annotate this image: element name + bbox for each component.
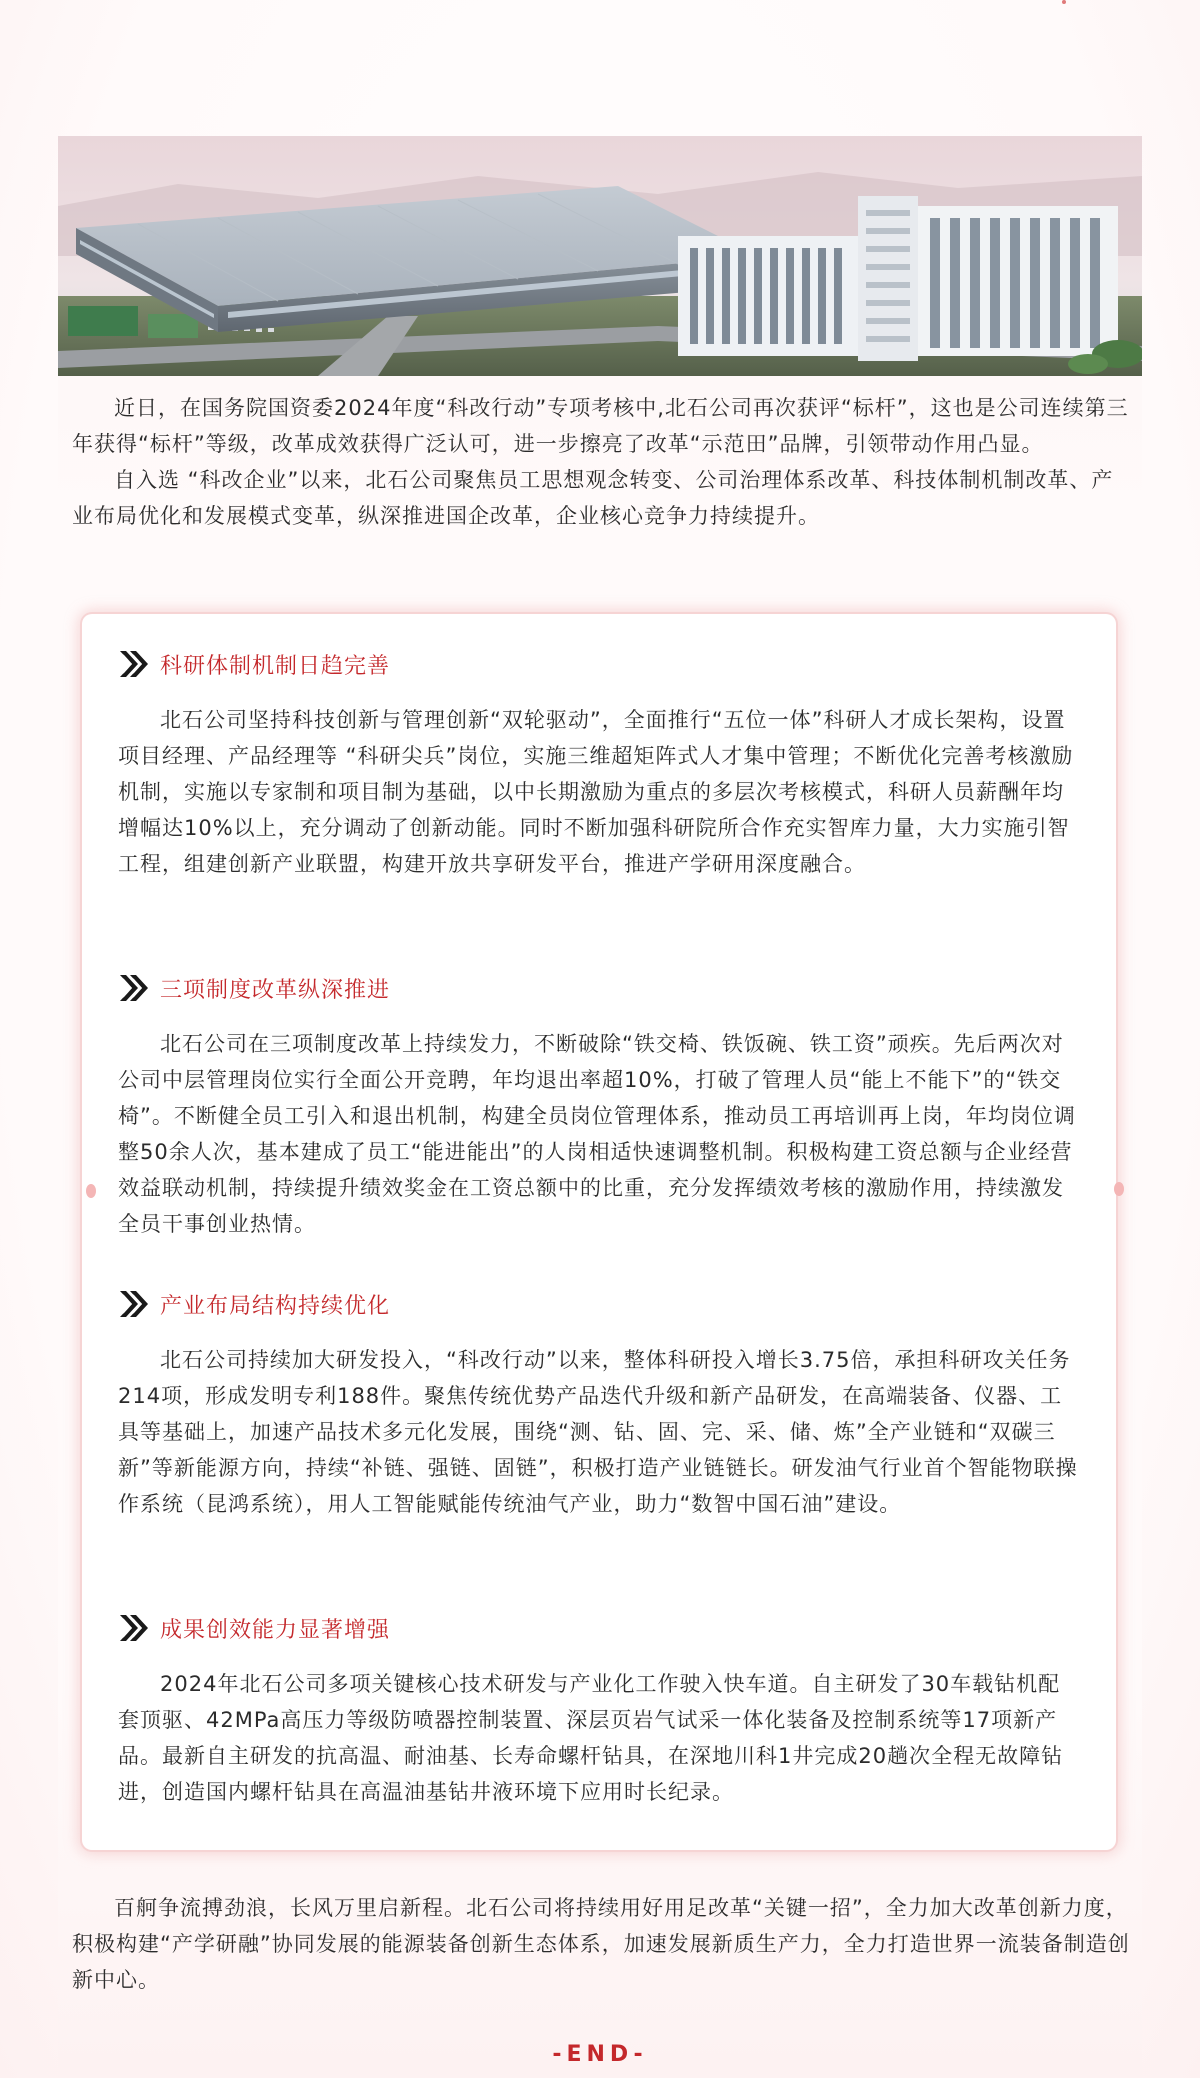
section-heading (118, 1608, 1082, 1648)
factory-illustration (58, 136, 1142, 376)
double-chevron-icon (118, 1613, 152, 1643)
section-heading (118, 644, 1082, 684)
decorative-dot (1114, 1182, 1124, 1196)
section-body: 2024年北石公司多项关键核心技术研发与产业化工作驶入快车道。自主研发了30车载钻机配套顶驱、42MPa高压力等级防喷器控制装置、深层页岩气试采一体化装备及控制系统等17项新产品。最新自主研发的抗高温、耐油基、长寿命螺杆钻具，在深地川科1井完成20趟次全程无故障钻进，创造国内螺杆钻具在高温油基钻井液环境下应用时长纪录。 (118, 1672, 1064, 1804)
section-achievements (118, 1608, 1082, 1810)
section-research-system (118, 644, 1082, 882)
end-mark: -END- (552, 2042, 648, 2067)
double-chevron-icon (118, 649, 152, 679)
section-body: 北石公司在三项制度改革上持续发力，不断破除“铁交椅、铁饭碗、铁工资”顽疾。先后两次对公司中层管理岗位实行全面公开竞聘，年均退出率超10%，打破了管理人员“能上不能下”的“铁交椅”。不断健全员工引入和退出机制，构建全员岗位管理体系，推动员工再培训再上岗，年均岗位调整50余人次，基本建成了员工“能进能出”的人岗相适快速调整机制。积极构建工资总额与企业经营效益联动机制，持续提升绩效奖金在工资总额中的比重，充分发挥绩效考核的激励作用，持续激发全员干事创业热情。 (118, 1032, 1076, 1236)
double-chevron-icon (118, 973, 152, 1003)
double-chevron-icon (118, 1289, 152, 1319)
content-card (82, 614, 1116, 1850)
intro-text (72, 390, 1132, 534)
section-heading (118, 968, 1082, 1008)
decorative-dot (1062, 0, 1066, 4)
section-title: 科研体制机制日趋完善 (160, 653, 391, 679)
outro-paragraph: 百舸争流搏劲浪，长风万里启新程。北石公司将持续用好用足改革“关键一招”，全力加大改革创新力度，积极构建“产学研融”协同发展的能源装备创新生态体系，加速发展新质生产力，全力打造世界一流装备制造创新中心。 (72, 1896, 1130, 1992)
intro-paragraph-2: 自入选 “科改企业”以来，北石公司聚焦员工思想观念转变、公司治理体系改革、科技体制机制改革、产业布局优化和发展模式变革，纵深推进国企改革，企业核心竞争力持续提升。 (72, 468, 1114, 528)
decorative-dot (86, 1184, 96, 1198)
section-body: 北石公司持续加大研发投入，“科改行动”以来，整体科研投入增长3.75倍，承担科研攻关任务214项，形成发明专利188件。聚焦传统优势产品迭代升级和新产品研发，在高端装备、仪器、工具等基础上，加速产品技术多元化发展，围绕“测、钻、固、完、采、储、炼”全产业链和“双碳三新”等新能源方向，持续“补链、强链、固链”，积极打造产业链链长。研发油气行业首个智能物联操作系统（昆鸿系统），用人工智能赋能传统油气产业，助力“数智中国石油”建设。 (118, 1348, 1078, 1516)
section-title: 成果创效能力显著增强 (160, 1617, 391, 1643)
section-industry-layout (118, 1284, 1082, 1522)
section-body: 北石公司坚持科技创新与管理创新“双轮驱动”，全面推行“五位一体”科研人才成长架构，设置项目经理、产品经理等 “科研尖兵”岗位，实施三维超矩阵式人才集中管理；不断优化完善考核激励机制，实施以专家制和项目制为基础，以中长期激励为重点的多层次考核模式，科研人员薪酬年均增幅达10%以上，充分调动了创新动能。同时不断加强科研院所合作充实智库力量，大力实施引智工程，组建创新产业联盟，构建开放共享研发平台，推进产学研用深度融合。 (118, 708, 1074, 876)
section-title: 产业布局结构持续优化 (160, 1293, 391, 1319)
section-title: 三项制度改革纵深推进 (160, 977, 391, 1003)
hero-image (58, 136, 1142, 376)
section-three-systems (118, 968, 1082, 1242)
section-heading (118, 1284, 1082, 1324)
intro-paragraph-1: 近日，在国务院国资委2024年度“科改行动”专项考核中,北石公司再次获评“标杆”，这也是公司连续第三年获得“标杆”等级，改革成效获得广泛认可，进一步擦亮了改革“示范田”品牌，引领带动作用凸显。 (72, 396, 1129, 456)
